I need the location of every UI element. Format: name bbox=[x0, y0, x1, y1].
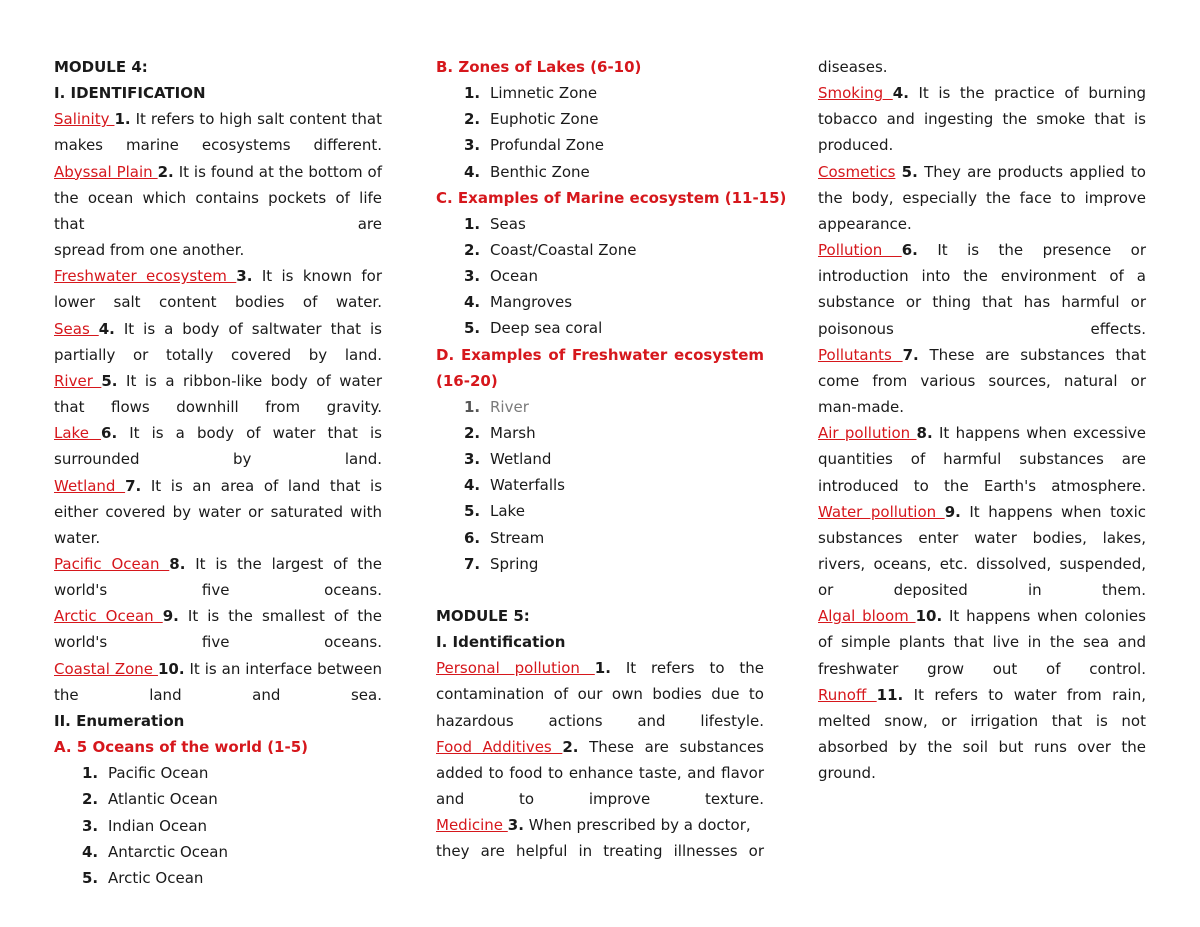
answer: Freshwater ecosystem bbox=[54, 267, 237, 286]
identification-item bbox=[54, 420, 382, 472]
item-number: 5. bbox=[101, 371, 118, 390]
item-text: It happens when toxic substances enter water bodies, lakes, rivers, oceans, etc. dissolved, suspended, or deposited in them. bbox=[818, 502, 1146, 600]
answer: Wetland bbox=[54, 476, 126, 495]
identification-item bbox=[54, 159, 382, 264]
list-number: 4. bbox=[464, 162, 481, 181]
list-item bbox=[54, 786, 382, 812]
item-number: 9. bbox=[162, 607, 179, 626]
item-text: It is the largest of the world's five oceans. bbox=[54, 554, 382, 600]
enumeration-heading: II. Enumeration bbox=[54, 711, 185, 730]
list-text: Pacific Ocean bbox=[108, 764, 209, 783]
identification-item bbox=[818, 80, 1146, 158]
list-number: 4. bbox=[82, 842, 99, 861]
item-text: It is the presence or introduction into the environment of a substance or thing that has harmful or poisonous effects. bbox=[818, 241, 1146, 338]
list-number: 1. bbox=[464, 214, 481, 233]
answer: Personal pollution bbox=[436, 659, 595, 678]
list-number: 3. bbox=[464, 267, 481, 286]
item-number: 4. bbox=[98, 319, 115, 338]
item-text: It is the smallest of the world's five oceans. bbox=[54, 607, 382, 652]
list-item bbox=[436, 315, 764, 341]
list-number: 3. bbox=[464, 136, 481, 155]
list-number: 4. bbox=[464, 476, 481, 495]
item-text-continued: spread from one another. bbox=[54, 241, 245, 260]
list-item bbox=[436, 420, 764, 446]
list-text: Spring bbox=[490, 554, 539, 573]
list-text: Antarctic Ocean bbox=[108, 842, 228, 861]
list-number: 5. bbox=[464, 502, 481, 521]
group-b-title: B. Zones of Lakes (6-10) bbox=[436, 58, 642, 76]
list-item bbox=[436, 289, 764, 315]
answer: Medicine bbox=[436, 816, 508, 835]
list-text: Stream bbox=[490, 528, 545, 547]
identification-item bbox=[436, 812, 764, 864]
oceans-list bbox=[54, 760, 382, 891]
item-text: These are substances added to food to enhance taste, and flavor and to improve texture. bbox=[436, 737, 764, 809]
identification-item bbox=[818, 342, 1146, 420]
item-number: 10. bbox=[915, 607, 943, 626]
column-2 bbox=[436, 54, 787, 865]
list-text: Waterfalls bbox=[490, 476, 565, 495]
module-4-title: MODULE 4: bbox=[54, 58, 148, 76]
item-number: 2. bbox=[157, 162, 174, 181]
list-number: 5. bbox=[464, 319, 481, 338]
group-d-title-range: (16-20) bbox=[436, 371, 498, 390]
list-number: 1. bbox=[464, 84, 481, 103]
identification-heading: I. IDENTIFICATION bbox=[54, 84, 206, 103]
item-number: 3. bbox=[507, 816, 524, 835]
list-number: 2. bbox=[464, 424, 481, 443]
answer: Salinity bbox=[54, 110, 115, 129]
lake-zones-list bbox=[436, 80, 764, 185]
item-number: 4. bbox=[892, 84, 909, 103]
item-text: It happens when excessive quantities of harmful substances are introduced to the Earth's atmosphere. bbox=[818, 424, 1147, 495]
continued-text: diseases. bbox=[818, 58, 888, 76]
item-text: It refers to the contamination of our own bodies due to hazardous actions and lifestyle. bbox=[436, 659, 764, 730]
list-item bbox=[436, 472, 764, 498]
item-text: It refers to high salt content that makes marine ecosystems different. bbox=[54, 110, 383, 155]
identification-item bbox=[54, 368, 382, 420]
answer: Abyssal Plain bbox=[54, 162, 158, 181]
list-text: Ocean bbox=[490, 267, 538, 286]
answer: Cosmetics bbox=[818, 162, 896, 181]
list-number: 7. bbox=[464, 554, 481, 573]
item-text: It is the practice of burning tobacco and ingesting the smoke that is produced. bbox=[818, 84, 1146, 155]
list-item bbox=[436, 525, 764, 551]
answer: Seas bbox=[54, 319, 99, 338]
marine-ecosystem-list bbox=[436, 211, 764, 342]
identification-item bbox=[818, 159, 1146, 237]
item-number: 1. bbox=[114, 110, 131, 129]
list-text: Seas bbox=[490, 214, 526, 233]
list-number: 6. bbox=[464, 528, 481, 547]
module-5-title: MODULE 5: bbox=[436, 607, 530, 626]
item-text: These are substances that come from various sources, natural or man-made. bbox=[818, 345, 1146, 417]
item-number: 7. bbox=[902, 345, 919, 364]
list-number: 5. bbox=[82, 868, 99, 887]
answer: Coastal Zone bbox=[54, 659, 158, 678]
list-number: 4. bbox=[464, 293, 481, 312]
identification-item bbox=[818, 237, 1146, 342]
list-item bbox=[436, 446, 764, 472]
item-number: 7. bbox=[125, 476, 142, 495]
list-item bbox=[436, 80, 764, 106]
identification-item bbox=[54, 263, 382, 315]
item-text: When prescribed by a doctor, they are helpful in treating illnesses or bbox=[436, 816, 764, 861]
item-number: 6. bbox=[101, 424, 118, 443]
identification-item bbox=[54, 603, 382, 655]
answer: Pollutants bbox=[818, 345, 903, 364]
column-3 bbox=[818, 54, 1146, 786]
identification-item bbox=[436, 734, 764, 812]
identification-item bbox=[54, 106, 382, 158]
list-text: Marsh bbox=[490, 424, 536, 443]
list-item bbox=[436, 106, 764, 132]
list-item bbox=[436, 551, 764, 577]
list-item bbox=[436, 394, 764, 420]
list-text: Wetland bbox=[490, 450, 552, 469]
list-text: Coast/Coastal Zone bbox=[490, 241, 637, 260]
answer: Arctic Ocean bbox=[54, 607, 163, 626]
item-number: 8. bbox=[916, 424, 933, 443]
column-1 bbox=[54, 54, 382, 891]
group-a-title: A. 5 Oceans of the world (1-5) bbox=[54, 738, 309, 757]
list-item bbox=[436, 263, 764, 289]
identification-item bbox=[54, 551, 382, 603]
item-number: 1. bbox=[594, 659, 611, 678]
list-item bbox=[436, 498, 764, 524]
list-text: River bbox=[490, 397, 529, 416]
item-number: 11. bbox=[876, 685, 904, 704]
item-text: It is an interface between the land and sea. bbox=[54, 659, 382, 704]
item-text: It refers to water from rain, melted snow, or irrigation that is not absorbed by the soil but runs over the ground. bbox=[818, 685, 1146, 783]
list-item bbox=[54, 839, 382, 865]
item-number: 6. bbox=[901, 241, 918, 260]
list-number: 3. bbox=[82, 816, 99, 835]
group-c-title: C. Examples of Marine ecosystem (11-15) bbox=[436, 188, 787, 207]
list-text: Mangroves bbox=[490, 293, 573, 312]
item-text: It is a body of saltwater that is partially or totally covered by land. bbox=[54, 319, 382, 364]
list-number: 2. bbox=[82, 790, 99, 809]
item-text: They are products applied to the body, especially the face to improve appearance. bbox=[818, 162, 1146, 233]
identification-item bbox=[818, 499, 1146, 604]
identification-item bbox=[54, 656, 382, 708]
list-text: Euphotic Zone bbox=[490, 110, 599, 129]
item-text: It is known for lower salt content bodies of water. bbox=[54, 267, 382, 312]
freshwater-ecosystem-list bbox=[436, 394, 764, 577]
list-text: Arctic Ocean bbox=[108, 868, 204, 887]
list-item bbox=[54, 865, 382, 891]
list-number: 2. bbox=[464, 241, 481, 260]
item-text: It is a ribbon-like body of water that flows downhill from gravity. bbox=[54, 371, 382, 417]
answer: River bbox=[54, 371, 102, 390]
answer: Lake bbox=[54, 424, 102, 443]
list-number: 2. bbox=[464, 110, 481, 129]
identification-item bbox=[818, 682, 1146, 787]
item-number: 10. bbox=[157, 659, 185, 678]
identification-item bbox=[54, 473, 382, 551]
answer: Pacific Ocean bbox=[54, 554, 170, 573]
group-d-title: D. Examples of Freshwater ecosystem bbox=[436, 345, 764, 364]
list-text: Limnetic Zone bbox=[490, 84, 598, 103]
list-number: 1. bbox=[464, 397, 481, 416]
identification-item bbox=[818, 603, 1146, 681]
item-text: It is a body of water that is surrounded by land. bbox=[54, 424, 382, 469]
answer: Runoff bbox=[818, 685, 877, 704]
identification-item bbox=[818, 420, 1146, 498]
list-text: Indian Ocean bbox=[108, 816, 208, 835]
answer: Food Additives bbox=[436, 737, 563, 756]
answer: Pollution bbox=[818, 241, 902, 260]
list-item bbox=[436, 132, 764, 158]
spacer bbox=[436, 577, 764, 603]
item-text: It happens when colonies of simple plants that live in the sea and freshwater grow out of control. bbox=[818, 607, 1146, 678]
list-item bbox=[54, 813, 382, 839]
identification-item bbox=[436, 655, 764, 733]
item-text: It is found at the bottom of the ocean which contains pockets of life that are bbox=[54, 162, 382, 233]
list-text: Profundal Zone bbox=[490, 136, 604, 155]
answer: Water pollution bbox=[818, 502, 945, 521]
list-item bbox=[436, 211, 764, 237]
item-number: 3. bbox=[236, 267, 253, 286]
list-text: Lake bbox=[490, 502, 525, 521]
list-item bbox=[436, 159, 764, 185]
answer: Algal bloom bbox=[818, 607, 916, 626]
list-item bbox=[54, 760, 382, 786]
list-text: Deep sea coral bbox=[490, 319, 603, 338]
item-number: 8. bbox=[169, 554, 186, 573]
list-text: Benthic Zone bbox=[490, 162, 590, 181]
module-5-identification-heading: I. Identification bbox=[436, 633, 566, 652]
list-item bbox=[436, 237, 764, 263]
answer: Smoking bbox=[818, 84, 893, 103]
list-text: Atlantic Ocean bbox=[108, 790, 218, 809]
list-number: 1. bbox=[82, 764, 99, 783]
item-text: It is an area of land that is either covered by water or saturated with water. bbox=[54, 476, 383, 547]
list-number: 3. bbox=[464, 450, 481, 469]
identification-item bbox=[54, 316, 382, 368]
item-number: 2. bbox=[562, 737, 579, 756]
item-number: 5. bbox=[901, 162, 918, 181]
item-number: 9. bbox=[944, 502, 961, 521]
answer: Air pollution bbox=[818, 424, 917, 443]
